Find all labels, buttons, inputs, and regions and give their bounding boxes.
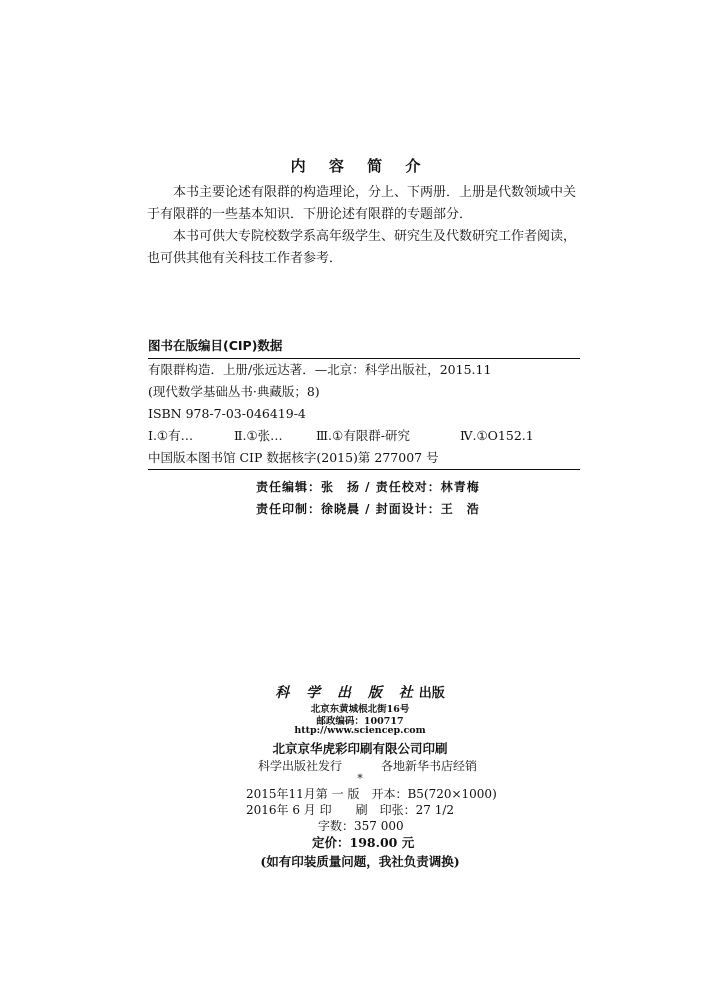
cip-classification (148, 425, 580, 447)
cip-class-4: Ⅳ.①O152.1 (460, 428, 534, 443)
publisher-line (0, 682, 720, 702)
cip-entry-line: 有限群构造．上册/张远达著．—北京：科学出版社，2015.11 (148, 362, 492, 377)
credits-line-editors: 责任编辑：张 扬 / 责任校对：林青梅 (256, 480, 480, 494)
publisher-logo-name: 科 学 出 版 社 (275, 685, 419, 701)
publisher-postcode: 邮政编码：100717 (316, 716, 404, 727)
summary-title: 内 容 简 介 (290, 157, 430, 175)
printer-line: 北京京华虎彩印刷有限公司印刷 (272, 741, 448, 756)
publisher-suffix: 出版 (418, 686, 445, 701)
cip-heading: 图书在版编目(CIP)数据 (148, 336, 580, 359)
cip-class-2: Ⅱ.①张… (234, 428, 283, 443)
quality-notice: (如有印装质量问题，我社负责调换) (260, 854, 460, 869)
summary-body (147, 182, 585, 270)
cip-class-3: Ⅲ.①有限群-研究 (316, 428, 410, 443)
edition-line: 2015年11月第 一 版 开本：B5(720×1000) (246, 787, 497, 801)
separator-star: * (357, 772, 363, 785)
cip-isbn: ISBN 978-7-03-046419-4 (148, 406, 306, 421)
cip-record-line: 中国版本图书馆 CIP 数据核字(2015)第 277007 号 (148, 447, 580, 470)
summary-paragraph-1: 本书主要论述有限群的构造理论，分上、下两册．上册是代数领域中关于有限群的一些基本知识．下册论述有限群的专题部分． (147, 185, 577, 222)
credits-line-production: 责任印制：徐晓晨 / 封面设计：王 浩 (256, 502, 480, 516)
distribution-right: 各地新华书店经销 (381, 759, 478, 773)
price: 定价：198.00 元 (312, 835, 415, 850)
publisher-website: http://www.sciencep.com (294, 725, 426, 736)
distribution-left: 科学出版社发行 (258, 759, 343, 773)
cip-class-1: Ⅰ.①有… (148, 428, 194, 443)
publisher-address: 北京东黄城根北街16号 (310, 704, 410, 715)
word-count: 字数：357 000 (318, 819, 404, 833)
summary-paragraph-2: 本书可供大专院校数学系高年级学生、研究生及代数研究工作者阅读，也可供其他有关科技工作者参考． (147, 229, 577, 266)
print-line: 2016年 6 月 印 刷 印张：27 1/2 (246, 803, 455, 817)
credits-block (256, 476, 480, 520)
cip-block (148, 336, 580, 470)
cip-series-line: (现代数学基础丛书·典藏版；8) (148, 384, 320, 399)
